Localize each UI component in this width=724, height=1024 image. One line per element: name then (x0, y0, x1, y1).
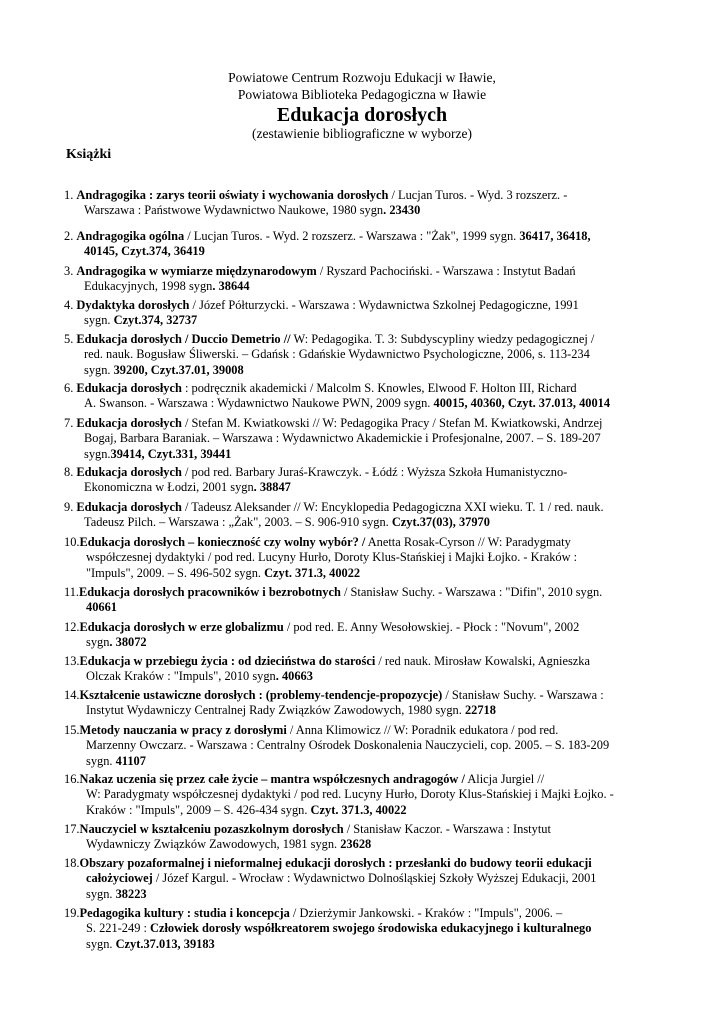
entry-signature: . 38072 (109, 635, 147, 650)
entry-number: 13. (64, 654, 80, 668)
entry-details: sygn. (84, 446, 111, 461)
entry-title: Edukacja dorosłych pracowników i bezrobotnych (79, 585, 341, 599)
entry-details: współczesnej dydaktyki / pod red. Lucyny Hurło, Doroty Klus-Stańskiej i Majki Łojko. - Kraków : (86, 550, 578, 565)
entry-number: 9. (64, 500, 74, 514)
entry-number: 8. (64, 465, 74, 479)
entry-details: sygn. (86, 936, 116, 951)
entry-details: Tadeusz Pilch. – Warszawa : „Żak", 2003. – S. 906-910 sygn. (84, 515, 392, 530)
entry-signature: Czyt. 371.3, 40022 (264, 565, 361, 580)
entry-number: 15. (64, 723, 80, 737)
entry-details: / Stanisław Suchy. - Warszawa : (442, 688, 604, 702)
entry-number: 2. (64, 229, 74, 243)
entry-details: Alicja Jurgiel // (464, 772, 545, 786)
entry-title: Kształcenie ustawiczne dorosłych : (problemy-tendencje-propozycje) (79, 688, 443, 702)
bibliography-entry (64, 585, 656, 616)
entry-number: 14. (64, 688, 80, 702)
entry-details: / Anna Klimowicz // W: Poradnik edukatora / pod red. (286, 723, 559, 737)
entry-signature: . 38644 (212, 279, 250, 294)
entry-details: W: Paradygmaty współczesnej dydaktyki / pod red. Lucyny Hurło, Doroty Klus-Stańskiej i Majki Łojko. - (86, 787, 614, 802)
entry-title: Nakaz uczenia się przez całe życie – mantra współczesnych andragogów / (79, 772, 465, 786)
entry-number: 16. (64, 772, 80, 786)
entry-number: 19. (64, 906, 80, 920)
entry-details: / pod red. E. Anny Wesołowskiej. - Płock : "Novum", 2002 (283, 620, 580, 634)
entry-title: Edukacja dorosłych – konieczność czy wolny wybór? / (79, 535, 366, 549)
entry-details: / Józef Półturzycki. - Warszawa : Wydawnictwa Szkolnej Pedagogiczne, 1991 (189, 298, 579, 312)
entry-signature: Czyt. 371.3, 40022 (310, 802, 407, 817)
entry-signature: 38223 (115, 886, 147, 901)
entry-details: : podręcznik akademicki / Malcolm S. Knowles, Elwood F. Holton III, Richard (181, 381, 577, 395)
entry-title: Obszary pozaformalnej i nieformalnej edukacji dorosłych : przesłanki do budowy teorii edukacji (79, 856, 592, 870)
entry-number: 6. (64, 381, 74, 395)
entry-number: 18. (64, 856, 80, 870)
institution-line-1: Powiatowe Centrum Rozwoju Edukacji w Iławie, (228, 70, 496, 85)
entry-details: Bogaj, Barbara Baraniak. – Warszawa : Wydawnictwo Akademickie i Profesjonalne, 2007. – S. 189-207 (84, 431, 601, 446)
entry-title: Edukacja dorosłych (76, 465, 182, 479)
entry-number: 7. (64, 416, 74, 430)
entry-signature: 22718 (464, 703, 496, 718)
entry-number: 5. (64, 332, 74, 346)
entry-title: Metody nauczania w pracy z dorosłymi (79, 723, 287, 737)
entry-signature: 40015, 40360, Czyt. 37.013, 40014 (433, 396, 611, 411)
entry-details: / Tadeusz Aleksander // W: Encyklopedia Pedagogiczna XXI wieku. T. 1 / red. nauk. (181, 500, 604, 514)
bibliography-entry (64, 416, 656, 462)
entry-signature: . 38847 (253, 480, 291, 495)
entry-title: Edukacja dorosłych (76, 416, 182, 430)
section-title: Książki (66, 147, 112, 162)
bibliography-entry (64, 772, 656, 818)
entry-number: 10. (64, 535, 80, 549)
entry-details: / Stefan M. Kwiatkowski // W: Pedagogika Pracy / Stefan M. Kwiatkowski, Andrzej (181, 416, 603, 430)
bibliography-entry (64, 906, 656, 952)
entry-details: S. 221-249 : (86, 921, 151, 936)
entry-details: sygn. (86, 886, 116, 901)
entry-title: Edukacja w przebiegu życia : od dzieciństwa do starości (79, 654, 376, 668)
entry-number: 4. (64, 298, 74, 312)
entry-signature: 23628 (340, 837, 372, 852)
entry-number: 3. (64, 264, 74, 278)
entry-details: sygn (86, 635, 110, 650)
entry-details: / Dzierżymir Jankowski. - Kraków : "Impuls", 2006. – (289, 906, 563, 920)
entry-details: Instytut Wydawniczy Centralnej Rady Związków Zawodowych, 1980 sygn. (86, 703, 465, 718)
entry-chapter-title: Człowiek dorosły współkreatorem swojego środowiska edukacyjnego i kulturalnego (150, 921, 592, 936)
bibliography-entry (64, 620, 656, 651)
document-title: Edukacja dorosłych (276, 104, 448, 126)
entry-details: red. nauk. Bogusław Śliwerski. – Gdańsk : Gdańskie Wydawnictwo Psychologiczne, 2006, s. 113-234 (84, 347, 590, 362)
entry-details: sygn. (84, 362, 114, 377)
bibliography-entry (64, 688, 656, 719)
bibliography-entry (64, 465, 656, 496)
entry-details: Wydawniczy Związków Zawodowych, 1981 sygn. (86, 837, 341, 852)
entry-details: Olczak Kraków : "Impuls", 2010 sygn (86, 669, 276, 684)
entry-details: "Impuls", 2009. – S. 496-502 sygn. (86, 565, 265, 580)
entry-title: Edukacja dorosłych (76, 381, 182, 395)
entry-title: Pedagogika kultury : studia i koncepcja (79, 906, 290, 920)
entry-signature: Czyt.37.013, 39183 (115, 936, 215, 951)
entry-signature: Czyt.374, 32737 (113, 313, 198, 328)
entry-number: 12. (64, 620, 80, 634)
entry-details: / Lucjan Turos. - Wyd. 2 rozszerz. - Warszawa : "Żak", 1999 sygn. (184, 229, 520, 243)
entry-signature: 40661 (86, 600, 117, 615)
entry-title: Edukacja dorosłych (76, 500, 182, 514)
bibliography-entry (64, 535, 656, 581)
bibliography-entry (64, 298, 656, 329)
entry-details: / Stanisław Kaczor. - Warszawa : Instytut (343, 822, 551, 836)
document-subtitle: (zestawienie bibliograficzne w wyborze) (251, 126, 473, 141)
bibliography-entry (64, 332, 656, 378)
entry-signature: 41107 (115, 753, 146, 768)
entry-details: Kraków : "Impuls", 2009 – S. 426-434 sygn. (86, 802, 311, 817)
entry-number: 17. (64, 822, 80, 836)
entry-title: Nauczyciel w kształceniu pozaszkolnym dorosłych (79, 822, 344, 836)
entry-details: Anetta Rosak-Cyrson // W: Paradygmaty (365, 535, 571, 549)
entry-title: Andragogika w wymiarze międzynarodowym (76, 264, 317, 278)
entry-details: / pod red. Barbary Juraś-Krawczyk. - Łódź : Wyższa Szkoła Humanistyczno- (181, 465, 568, 479)
entry-details: A. Swanson. - Warszawa : Wydawnictwo Naukowe PWN, 2009 sygn. (84, 396, 434, 411)
entry-signature: . 40663 (275, 669, 313, 684)
entry-details: / Ryszard Pachociński. - Warszawa : Instytut Badań (316, 264, 576, 278)
bibliography-entry (64, 264, 656, 295)
entry-title: Andragogika : zarys teorii oświaty i wychowania dorosłych (76, 188, 389, 202)
entry-number: 11. (64, 585, 80, 599)
bibliography-entry (64, 500, 656, 531)
entry-details: Edukacyjnych, 1998 sygn (84, 279, 213, 294)
bibliography-entry (64, 229, 656, 260)
entry-signature: . 23430 (383, 203, 421, 218)
entry-details: sygn. (84, 313, 114, 328)
entry-title: Edukacja dorosłych / Duccio Demetrio // (76, 332, 291, 346)
entry-title-continued: całożyciowej (86, 871, 153, 886)
entry-details: Marzenny Owczarz. - Warszawa : Centralny Ośrodek Doskonalenia Nauczycieli, cop. 2005. – S. 183-209 (86, 738, 610, 753)
entry-details: Warszawa : Państwowe Wydawnictwo Naukowe, 1980 sygn (84, 203, 384, 218)
entry-title: Dydaktyka dorosłych (76, 298, 190, 312)
institution-line-2: Powiatowa Biblioteka Pedagogiczna w Iławie (237, 87, 487, 102)
bibliography-entry (64, 856, 656, 902)
bibliography-entry (64, 723, 656, 769)
bibliography-entry (64, 822, 656, 853)
entry-title: Edukacja dorosłych w erze globalizmu (79, 620, 284, 634)
bibliography-entry (64, 654, 656, 685)
entry-signature: 39200, Czyt.37.01, 39008 (113, 362, 244, 377)
entry-details: / Lucjan Turos. - Wyd. 3 rozszerz. - (388, 188, 568, 202)
entry-number: 1. (64, 188, 74, 202)
entry-signature: 39414, Czyt.331, 39441 (110, 446, 232, 461)
bibliography-entry (64, 188, 656, 219)
entry-details: sygn. (86, 753, 116, 768)
entry-details: / red nauk. Mirosław Kowalski, Agnieszka (375, 654, 590, 668)
entry-signature: 36417, 36418, (519, 229, 591, 243)
entry-title: Andragogika ogólna (76, 229, 185, 243)
entry-details: W: Pedagogika. T. 3: Subdyscypliny wiedzy pedagogicznej / (290, 332, 595, 346)
entry-signature: Czyt.37(03), 37970 (391, 515, 490, 530)
entry-signature: 40145, Czyt.374, 36419 (84, 244, 205, 259)
entry-details: / Stanisław Suchy. - Warszawa : "Difin", 2010 sygn. (340, 585, 603, 599)
entry-details: Ekonomiczna w Łodzi, 2001 sygn (84, 480, 254, 495)
entry-details: / Józef Kargul. - Wrocław : Wydawnictwo Dolnośląskiej Szkoły Wyższej Edukacji, 2001 (152, 871, 597, 886)
bibliography-entry (64, 381, 656, 412)
